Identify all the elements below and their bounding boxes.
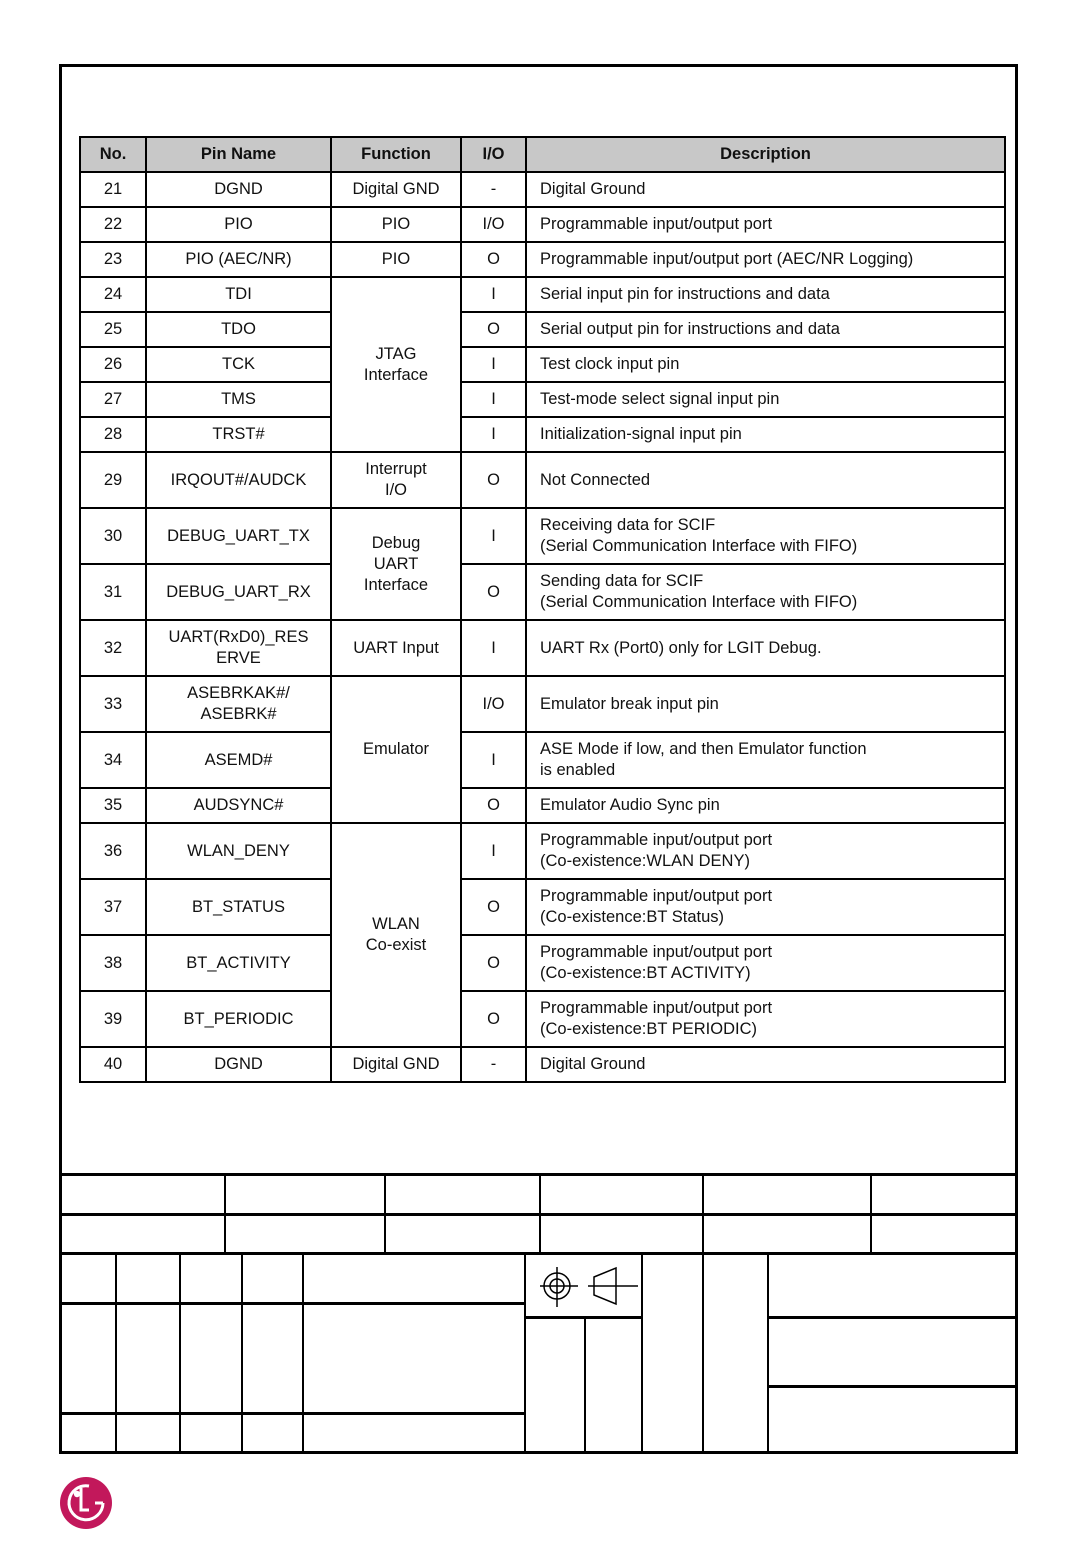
header-function: Function	[331, 137, 461, 172]
cell-description: Digital Ground	[526, 1047, 1005, 1082]
cell-pin-name: IRQOUT#/AUDCK	[146, 452, 331, 508]
pin-table	[79, 136, 1006, 1083]
cell-description: Serial output pin for instructions and data	[526, 312, 1005, 347]
cell-no: 28	[80, 417, 146, 452]
cell-io: I	[461, 508, 526, 564]
cell-pin-name: DGND	[146, 172, 331, 207]
table-row	[80, 1047, 1005, 1082]
cell-description: Programmable input/output port (Co-existence:BT Status)	[526, 879, 1005, 935]
cell-io: I	[461, 417, 526, 452]
cell-description: Emulator break input pin	[526, 676, 1005, 732]
table-row	[80, 991, 1005, 1047]
cell-io: I	[461, 823, 526, 879]
table-row	[80, 312, 1005, 347]
table-row	[80, 508, 1005, 564]
table-row	[80, 277, 1005, 312]
cell-function: Debug UART Interface	[331, 508, 461, 620]
cell-pin-name: BT_PERIODIC	[146, 991, 331, 1047]
cell-pin-name: DEBUG_UART_RX	[146, 564, 331, 620]
cell-no: 36	[80, 823, 146, 879]
cell-pin-name: WLAN_DENY	[146, 823, 331, 879]
cell-function: UART Input	[331, 620, 461, 676]
cell-description: Test-mode select signal input pin	[526, 382, 1005, 417]
cell-pin-name: BT_ACTIVITY	[146, 935, 331, 991]
cell-pin-name: PIO	[146, 207, 331, 242]
cell-no: 23	[80, 242, 146, 277]
cell-io: O	[461, 991, 526, 1047]
cell-no: 24	[80, 277, 146, 312]
cell-description: Initialization-signal input pin	[526, 417, 1005, 452]
table-row	[80, 172, 1005, 207]
table-row	[80, 879, 1005, 935]
table-row	[80, 207, 1005, 242]
cell-no: 30	[80, 508, 146, 564]
cell-io: O	[461, 935, 526, 991]
header-pin-name: Pin Name	[146, 137, 331, 172]
cell-pin-name: TMS	[146, 382, 331, 417]
cell-no: 27	[80, 382, 146, 417]
cell-no: 33	[80, 676, 146, 732]
header-no: No.	[80, 137, 146, 172]
cell-description: Emulator Audio Sync pin	[526, 788, 1005, 823]
lg-logo-icon	[59, 1476, 113, 1530]
cell-function: Digital GND	[331, 172, 461, 207]
cell-io: O	[461, 564, 526, 620]
header-description: Description	[526, 137, 1005, 172]
cell-function: Emulator	[331, 676, 461, 823]
cell-no: 21	[80, 172, 146, 207]
cell-pin-name: AUDSYNC#	[146, 788, 331, 823]
cell-io: I/O	[461, 207, 526, 242]
cell-description: Test clock input pin	[526, 347, 1005, 382]
cell-pin-name: UART(RxD0)_RES ERVE	[146, 620, 331, 676]
cell-pin-name: BT_STATUS	[146, 879, 331, 935]
cell-io: I	[461, 347, 526, 382]
cell-no: 31	[80, 564, 146, 620]
cell-io: O	[461, 312, 526, 347]
cell-function: Digital GND	[331, 1047, 461, 1082]
cell-io: I/O	[461, 676, 526, 732]
cell-description: Programmable input/output port (Co-existence:BT ACTIVITY)	[526, 935, 1005, 991]
cell-pin-name: ASEMD#	[146, 732, 331, 788]
cell-io: O	[461, 879, 526, 935]
cell-pin-name: TDO	[146, 312, 331, 347]
cell-function: JTAG Interface	[331, 277, 461, 452]
cell-function: PIO	[331, 242, 461, 277]
cell-pin-name: TCK	[146, 347, 331, 382]
cell-no: 38	[80, 935, 146, 991]
cell-no: 32	[80, 620, 146, 676]
cell-description: Serial input pin for instructions and data	[526, 277, 1005, 312]
cell-no: 40	[80, 1047, 146, 1082]
table-row	[80, 452, 1005, 508]
table-row	[80, 242, 1005, 277]
cell-function: PIO	[331, 207, 461, 242]
cell-function: Interrupt I/O	[331, 452, 461, 508]
cell-pin-name: ASEBRKAK#/ ASEBRK#	[146, 676, 331, 732]
table-row	[80, 347, 1005, 382]
cell-description: Programmable input/output port (Co-existence:BT PERIODIC)	[526, 991, 1005, 1047]
projection-symbol-icon	[536, 1262, 640, 1312]
cell-description: Programmable input/output port	[526, 207, 1005, 242]
cell-pin-name: TRST#	[146, 417, 331, 452]
cell-no: 29	[80, 452, 146, 508]
cell-pin-name: DGND	[146, 1047, 331, 1082]
cell-description: UART Rx (Port0) only for LGIT Debug.	[526, 620, 1005, 676]
cell-io: -	[461, 1047, 526, 1082]
cell-pin-name: DEBUG_UART_TX	[146, 508, 331, 564]
cell-description: Receiving data for SCIF (Serial Communication Interface with FIFO)	[526, 508, 1005, 564]
cell-no: 22	[80, 207, 146, 242]
cell-io: I	[461, 620, 526, 676]
cell-io: O	[461, 788, 526, 823]
table-row	[80, 823, 1005, 879]
table-row	[80, 935, 1005, 991]
table-row	[80, 382, 1005, 417]
cell-function: WLAN Co-exist	[331, 823, 461, 1047]
table-row	[80, 417, 1005, 452]
cell-no: 26	[80, 347, 146, 382]
table-row	[80, 788, 1005, 823]
cell-io: -	[461, 172, 526, 207]
cell-pin-name: PIO (AEC/NR)	[146, 242, 331, 277]
cell-description: Programmable input/output port (Co-existence:WLAN DENY)	[526, 823, 1005, 879]
cell-io: O	[461, 242, 526, 277]
table-row	[80, 564, 1005, 620]
cell-io: I	[461, 277, 526, 312]
cell-description: ASE Mode if low, and then Emulator function is enabled	[526, 732, 1005, 788]
cell-io: I	[461, 382, 526, 417]
cell-no: 39	[80, 991, 146, 1047]
table-row	[80, 620, 1005, 676]
cell-description: Digital Ground	[526, 172, 1005, 207]
cell-io: O	[461, 452, 526, 508]
cell-no: 37	[80, 879, 146, 935]
table-row	[80, 732, 1005, 788]
cell-description: Not Connected	[526, 452, 1005, 508]
table-row	[80, 676, 1005, 732]
cell-pin-name: TDI	[146, 277, 331, 312]
cell-no: 35	[80, 788, 146, 823]
cell-description: Programmable input/output port (AEC/NR Logging)	[526, 242, 1005, 277]
cell-no: 25	[80, 312, 146, 347]
cell-io: I	[461, 732, 526, 788]
header-io: I/O	[461, 137, 526, 172]
cell-description: Sending data for SCIF (Serial Communication Interface with FIFO)	[526, 564, 1005, 620]
cell-no: 34	[80, 732, 146, 788]
